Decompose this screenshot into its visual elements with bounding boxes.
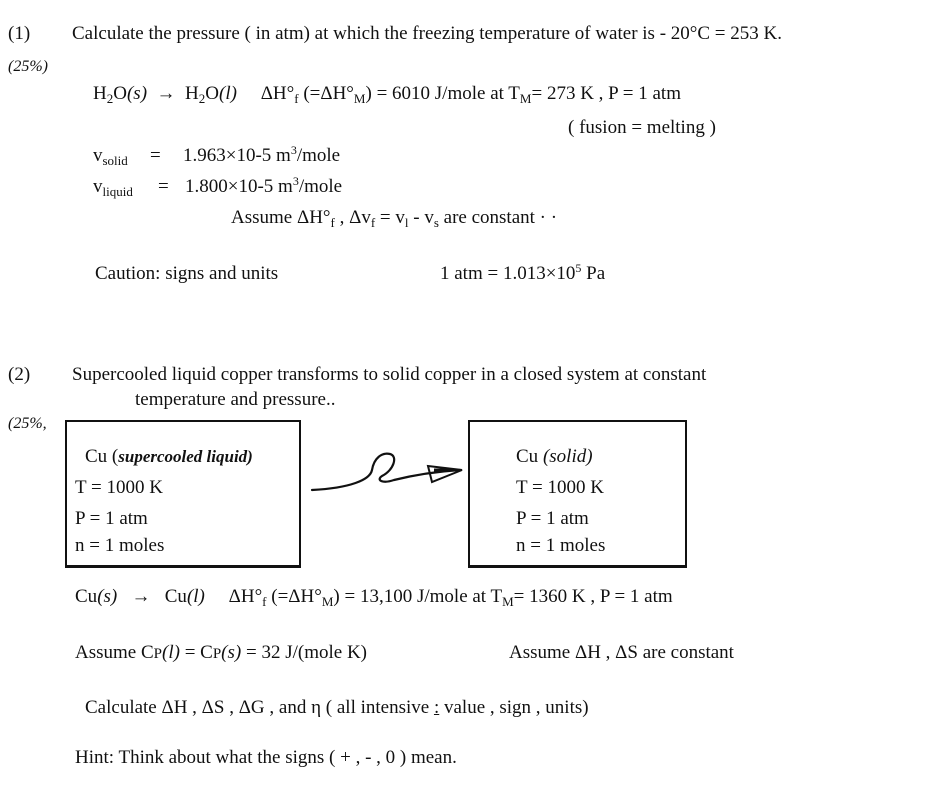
heat-capacity-assumption: Assume CP(l) = CP(s) = 32 J/(mole K) — [75, 642, 367, 663]
v-solid-eq: = — [150, 145, 161, 166]
initial-moles: n = 1 moles — [75, 535, 165, 556]
problem-2-weight: (25%, — [8, 415, 47, 432]
transform-arrow-icon — [310, 440, 470, 500]
problem-2-statement-line-1: Supercooled liquid copper transforms to solid copper in a closed system at constant — [72, 364, 707, 385]
constant-dh-ds-assumption: Assume ΔH , ΔS are constant — [509, 642, 734, 663]
problem-1-weight: (25%) — [8, 58, 48, 75]
problem-2-statement-line-2: temperature and pressure.. — [135, 389, 336, 410]
initial-pressure: P = 1 atm — [75, 508, 148, 529]
caution-note: Caution: signs and units — [95, 263, 279, 284]
calculate-instruction: Calculate ΔH , ΔS , ΔG , and η ( all intensive : value , sign , units) — [85, 697, 589, 718]
water-fusion-reaction: $H_2O(s) \to H_2O(l)$ $\Delta H^\circ_f$ $(=\Delta H^\circ_M) = 6010$ J/mole at $T_M= 273$ K , P = 1 atm — [93, 83, 681, 106]
hint-text: Hint: Think about what the signs ( + , - , 0 ) mean. — [75, 747, 457, 768]
final-pressure: P = 1 atm — [516, 508, 589, 529]
final-state-title: Cu (solid) — [516, 446, 593, 467]
problem-1-statement: Calculate the pressure ( in atm) at which the freezing temperature of water is - 20°C = 253 K. — [72, 23, 782, 44]
final-moles: n = 1 moles — [516, 535, 606, 556]
v-liquid-value: 1.800×10-5 $m^3$/mole — [185, 174, 343, 197]
v-solid-label: $v_{solid}$ — [93, 145, 128, 168]
initial-state-title: Cu (supercooled liquid) — [85, 446, 253, 467]
constant-assumption: Assume $\Delta H^\circ_f$ , $\Delta v_f = v_l - v_s$ are constant · · — [231, 207, 558, 230]
v-liquid-label: $v_{liquid}$ — [93, 176, 133, 199]
copper-fusion-reaction: Cu(s) → Cu(l) $\Delta H^\circ_f$ $(=\Delta H^\circ_M) = 13,100$ J/mole at $T_M= 1360$ K , P = 1 atm — [75, 586, 673, 609]
initial-temperature: T = 1000 K — [75, 477, 163, 498]
v-solid-value: 1.963×10-5 $m^3$/mole — [183, 143, 341, 166]
problem-2-number: (2) — [8, 364, 31, 385]
problem-1-number: (1) — [8, 23, 31, 44]
atm-conversion: 1 atm = $1.013\times 10^5$ Pa — [440, 261, 606, 284]
v-liquid-eq: = — [158, 176, 169, 197]
fusion-note: ( fusion = melting ) — [568, 117, 716, 138]
final-temperature: T = 1000 K — [516, 477, 604, 498]
